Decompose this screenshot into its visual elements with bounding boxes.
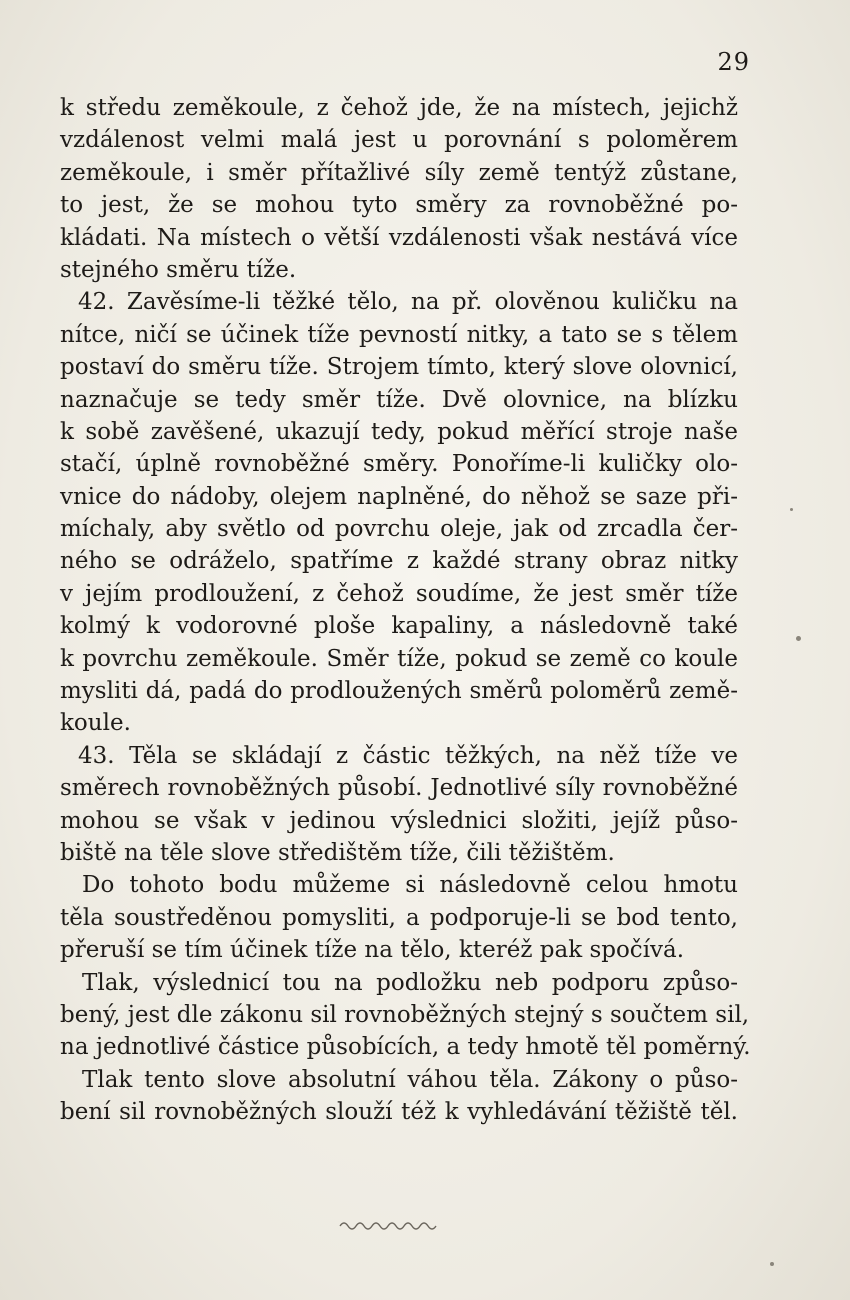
paragraph-start: Tlak, výslednicí tou na podložku neb podporu způso- bbox=[82, 969, 738, 996]
text-line: koule. bbox=[60, 710, 131, 737]
text-line: k středu zeměkoule, z čehož jde, že na místech, jejichž bbox=[60, 95, 738, 121]
text-line: stačí, úplně rovnoběžné směry. Ponoříme-li kuličky olo- bbox=[60, 451, 738, 478]
text-line: k sobě zavěšené, ukazují tedy, pokud měřící stroje naše bbox=[60, 418, 738, 445]
text-line: bený, jest dle zákonu sil rovnoběžných stejný s součtem sil, bbox=[60, 1001, 750, 1028]
paragraph-start: Tlak tento slove absolutní váhou těla. Zákony o půso- bbox=[82, 1066, 738, 1093]
wavy-ornament-icon bbox=[338, 1218, 438, 1232]
text-line: to jest, že se mohou tyto směry za rovnoběžné po- bbox=[60, 192, 738, 219]
text-line: biště na těle slove středištěm tíže, čili těžištěm. bbox=[60, 839, 615, 866]
page-number: 29 bbox=[717, 48, 750, 76]
text-line: ného se odráželo, spatříme z každé strany obraz nitky bbox=[60, 548, 738, 575]
text-line: postaví do směru tíže. Strojem tímto, který slove olovnicí, bbox=[60, 354, 738, 381]
text-line: zeměkoule, i směr přítažlivé síly země tentýž zůstane, bbox=[60, 159, 738, 186]
paragraph-43-start: 43. Těla se skládají z částic těžkých, na něž tíže ve bbox=[78, 742, 738, 769]
text-line: k povrchu zeměkoule. Směr tíže, pokud se země co koule bbox=[60, 645, 738, 672]
text-line: na jednotlivé částice působících, a tedy hmotě těl poměrný. bbox=[60, 1034, 751, 1061]
text-line: míchaly, aby světlo od povrchu oleje, jak od zrcadla čer- bbox=[60, 516, 738, 543]
text-line: vnice do nádoby, olejem naplněné, do něhož se saze při- bbox=[60, 483, 738, 510]
text-line: bení sil rovnoběžných slouží též k vyhledávání těžiště těl. bbox=[60, 1099, 738, 1126]
text-line: v jejím prodloužení, z čehož soudíme, že jest směr tíže bbox=[60, 580, 738, 607]
text-line: vzdálenost velmi malá jest u porovnání s poloměrem bbox=[60, 127, 738, 154]
text-line: naznačuje se tedy směr tíže. Dvě olovnice, na blízku bbox=[60, 386, 738, 413]
paper-speck bbox=[790, 508, 793, 511]
text-line: stejného směru tíže. bbox=[60, 256, 297, 283]
text-line: těla soustředěnou pomysliti, a podporuje-li se bod tento, bbox=[60, 904, 738, 931]
text-line: kolmý k vodorovné ploše kapaliny, a následovně také bbox=[60, 613, 738, 640]
paper-speck bbox=[770, 1262, 774, 1266]
text-line: nítce, ničí se účinek tíže pevností nitky, a tato se s tělem bbox=[60, 321, 738, 348]
text-line: přeruší se tím účinek tíže na tělo, kteréž pak spočívá. bbox=[60, 937, 685, 964]
text-line: kládati. Na místech o větší vzdálenosti však nestává více bbox=[60, 224, 738, 251]
paragraph-42-start: 42. Zavěsíme-li těžké tělo, na př. olověnou kuličku na bbox=[78, 289, 738, 316]
text-line: mysliti dá, padá do prodloužených směrů poloměrů země- bbox=[60, 678, 738, 705]
text-line: směrech rovnoběžných působí. Jednotlivé síly rovnoběžné bbox=[60, 775, 738, 802]
paragraph-start: Do tohoto bodu můžeme si následovně celou hmotu bbox=[82, 872, 738, 899]
paper-speck bbox=[796, 636, 801, 641]
body-text bbox=[60, 92, 751, 1129]
text-line: mohou se však v jedinou výslednici složiti, jejíž půso- bbox=[60, 807, 738, 834]
